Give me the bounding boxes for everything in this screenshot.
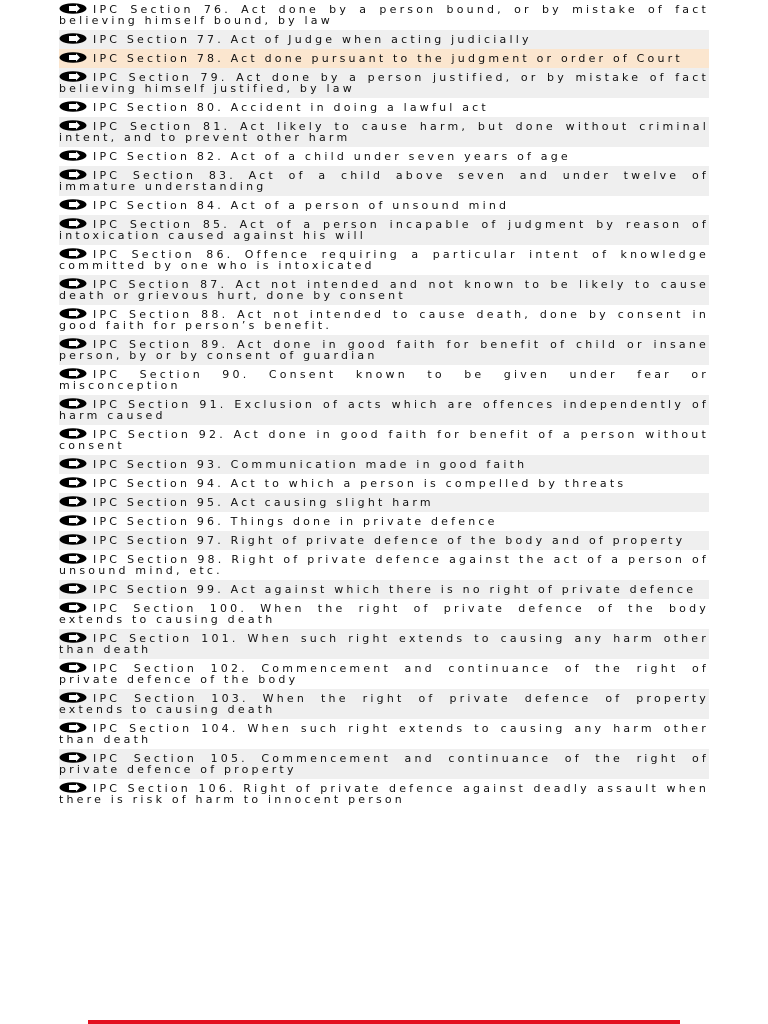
arrow-circle-icon (59, 308, 87, 319)
section-link-item[interactable] (59, 474, 709, 493)
section-title: IPC Section 96. Things done in private defence (93, 515, 498, 528)
arrow-circle-icon (59, 458, 87, 469)
section-link-item[interactable] (59, 531, 709, 550)
ipc-section-list (59, 0, 709, 809)
arrow-circle-icon (59, 33, 87, 44)
section-link-item[interactable] (59, 215, 709, 245)
section-title: IPC Section 103. When the right of private defence of property extends to causing death (59, 692, 709, 716)
section-title: IPC Section 87. Act not intended and not known to be likely to cause death or grievous hurt, done by consent (59, 278, 709, 302)
arrow-circle-icon (59, 477, 87, 488)
section-title: IPC Section 76. Act done by a person bound, or by mistake of fact believing himself bound, by law (59, 3, 709, 27)
arrow-circle-icon (59, 3, 87, 14)
arrow-circle-icon (59, 218, 87, 229)
section-title: IPC Section 82. Act of a child under seven years of age (93, 150, 571, 163)
arrow-circle-icon (59, 692, 87, 703)
section-title: IPC Section 102. Commencement and continuance of the right of private defence of the body (59, 662, 709, 686)
section-link-item[interactable] (59, 166, 709, 196)
section-title: IPC Section 100. When the right of private defence of the body extends to causing death (59, 602, 709, 626)
section-link-item[interactable] (59, 335, 709, 365)
arrow-circle-icon (59, 368, 87, 379)
section-link-item[interactable] (59, 0, 709, 30)
section-title: IPC Section 78. Act done pursuant to the judgment or order of Court (93, 52, 683, 65)
section-link-item[interactable] (59, 49, 709, 68)
section-link-item[interactable] (59, 455, 709, 474)
section-title: IPC Section 79. Act done by a person justified, or by mistake of fact believing himself justified, by law (59, 71, 709, 95)
section-link-item[interactable] (59, 425, 709, 455)
arrow-circle-icon (59, 169, 87, 180)
arrow-circle-icon (59, 496, 87, 507)
arrow-circle-icon (59, 150, 87, 161)
arrow-circle-icon (59, 722, 87, 733)
arrow-circle-icon (59, 120, 87, 131)
section-link-item[interactable] (59, 493, 709, 512)
section-link-item[interactable] (59, 512, 709, 531)
section-title: IPC Section 94. Act to which a person is compelled by threats (93, 477, 627, 490)
arrow-circle-icon (59, 52, 87, 63)
section-link-item[interactable] (59, 550, 709, 580)
section-title: IPC Section 77. Act of Judge when acting judicially (93, 33, 532, 46)
section-title: IPC Section 95. Act causing slight harm (93, 496, 434, 509)
section-title: IPC Section 97. Right of private defence of the body and of property (93, 534, 686, 547)
section-title: IPC Section 83. Act of a child above seven and under twelve of immature understanding (59, 169, 709, 193)
arrow-circle-icon (59, 602, 87, 613)
arrow-circle-icon (59, 398, 87, 409)
section-link-item[interactable] (59, 196, 709, 215)
arrow-circle-icon (59, 71, 87, 82)
section-link-item[interactable] (59, 275, 709, 305)
section-title: IPC Section 101. When such right extends to causing any harm other than death (59, 632, 709, 656)
section-title: IPC Section 89. Act done in good faith for benefit of child or insane person, by or by consent of guardian (59, 338, 709, 362)
section-link-item[interactable] (59, 98, 709, 117)
section-link-item[interactable] (59, 30, 709, 49)
section-link-item[interactable] (59, 245, 709, 275)
section-link-item[interactable] (59, 147, 709, 166)
section-title: IPC Section 105. Commencement and continuance of the right of private defence of property (59, 752, 709, 776)
section-link-item[interactable] (59, 689, 709, 719)
section-link-item[interactable] (59, 580, 709, 599)
section-title: IPC Section 88. Act not intended to cause death, done by consent in good faith for person’s benefit. (59, 308, 709, 332)
section-link-item[interactable] (59, 395, 709, 425)
section-title: IPC Section 98. Right of private defence against the act of a person of unsound mind, etc. (59, 553, 709, 577)
arrow-circle-icon (59, 199, 87, 210)
arrow-circle-icon (59, 338, 87, 349)
arrow-circle-icon (59, 782, 87, 793)
section-title: IPC Section 106. Right of private defence against deadly assault when there is risk of harm to innocent person (59, 782, 709, 806)
section-title: IPC Section 90. Consent known to be given under fear or misconception (59, 368, 709, 392)
section-link-item[interactable] (59, 68, 709, 98)
section-title: IPC Section 93. Communication made in good faith (93, 458, 528, 471)
section-link-item[interactable] (59, 749, 709, 779)
section-title: IPC Section 86. Offence requiring a particular intent of knowledge committed by one who is intoxicated (59, 248, 709, 272)
section-link-item[interactable] (59, 629, 709, 659)
section-link-item[interactable] (59, 365, 709, 395)
section-title: IPC Section 84. Act of a person of unsound mind (93, 199, 510, 212)
section-link-item[interactable] (59, 599, 709, 629)
arrow-circle-icon (59, 662, 87, 673)
arrow-circle-icon (59, 583, 87, 594)
section-link-item[interactable] (59, 719, 709, 749)
arrow-circle-icon (59, 428, 87, 439)
arrow-circle-icon (59, 752, 87, 763)
section-link-item[interactable] (59, 117, 709, 147)
section-title: IPC Section 81. Act likely to cause harm, but done without criminal intent, and to prevent other harm (59, 120, 709, 144)
arrow-circle-icon (59, 534, 87, 545)
section-title: IPC Section 99. Act against which there is no right of private defence (93, 583, 697, 596)
arrow-circle-icon (59, 632, 87, 643)
section-title: IPC Section 85. Act of a person incapable of judgment by reason of intoxication caused against his will (59, 218, 709, 242)
arrow-circle-icon (59, 278, 87, 289)
section-title: IPC Section 80. Accident in doing a lawful act (93, 101, 489, 114)
section-link-item[interactable] (59, 305, 709, 335)
section-title: IPC Section 104. When such right extends to causing any harm other than death (59, 722, 709, 746)
arrow-circle-icon (59, 101, 87, 112)
arrow-circle-icon (59, 515, 87, 526)
accent-bar (88, 1020, 680, 1024)
section-title: IPC Section 92. Act done in good faith for benefit of a person without consent (59, 428, 709, 452)
section-link-item[interactable] (59, 659, 709, 689)
section-title: IPC Section 91. Exclusion of acts which are offences independently of harm caused (59, 398, 709, 422)
arrow-circle-icon (59, 248, 87, 259)
section-link-item[interactable] (59, 779, 709, 809)
arrow-circle-icon (59, 553, 87, 564)
